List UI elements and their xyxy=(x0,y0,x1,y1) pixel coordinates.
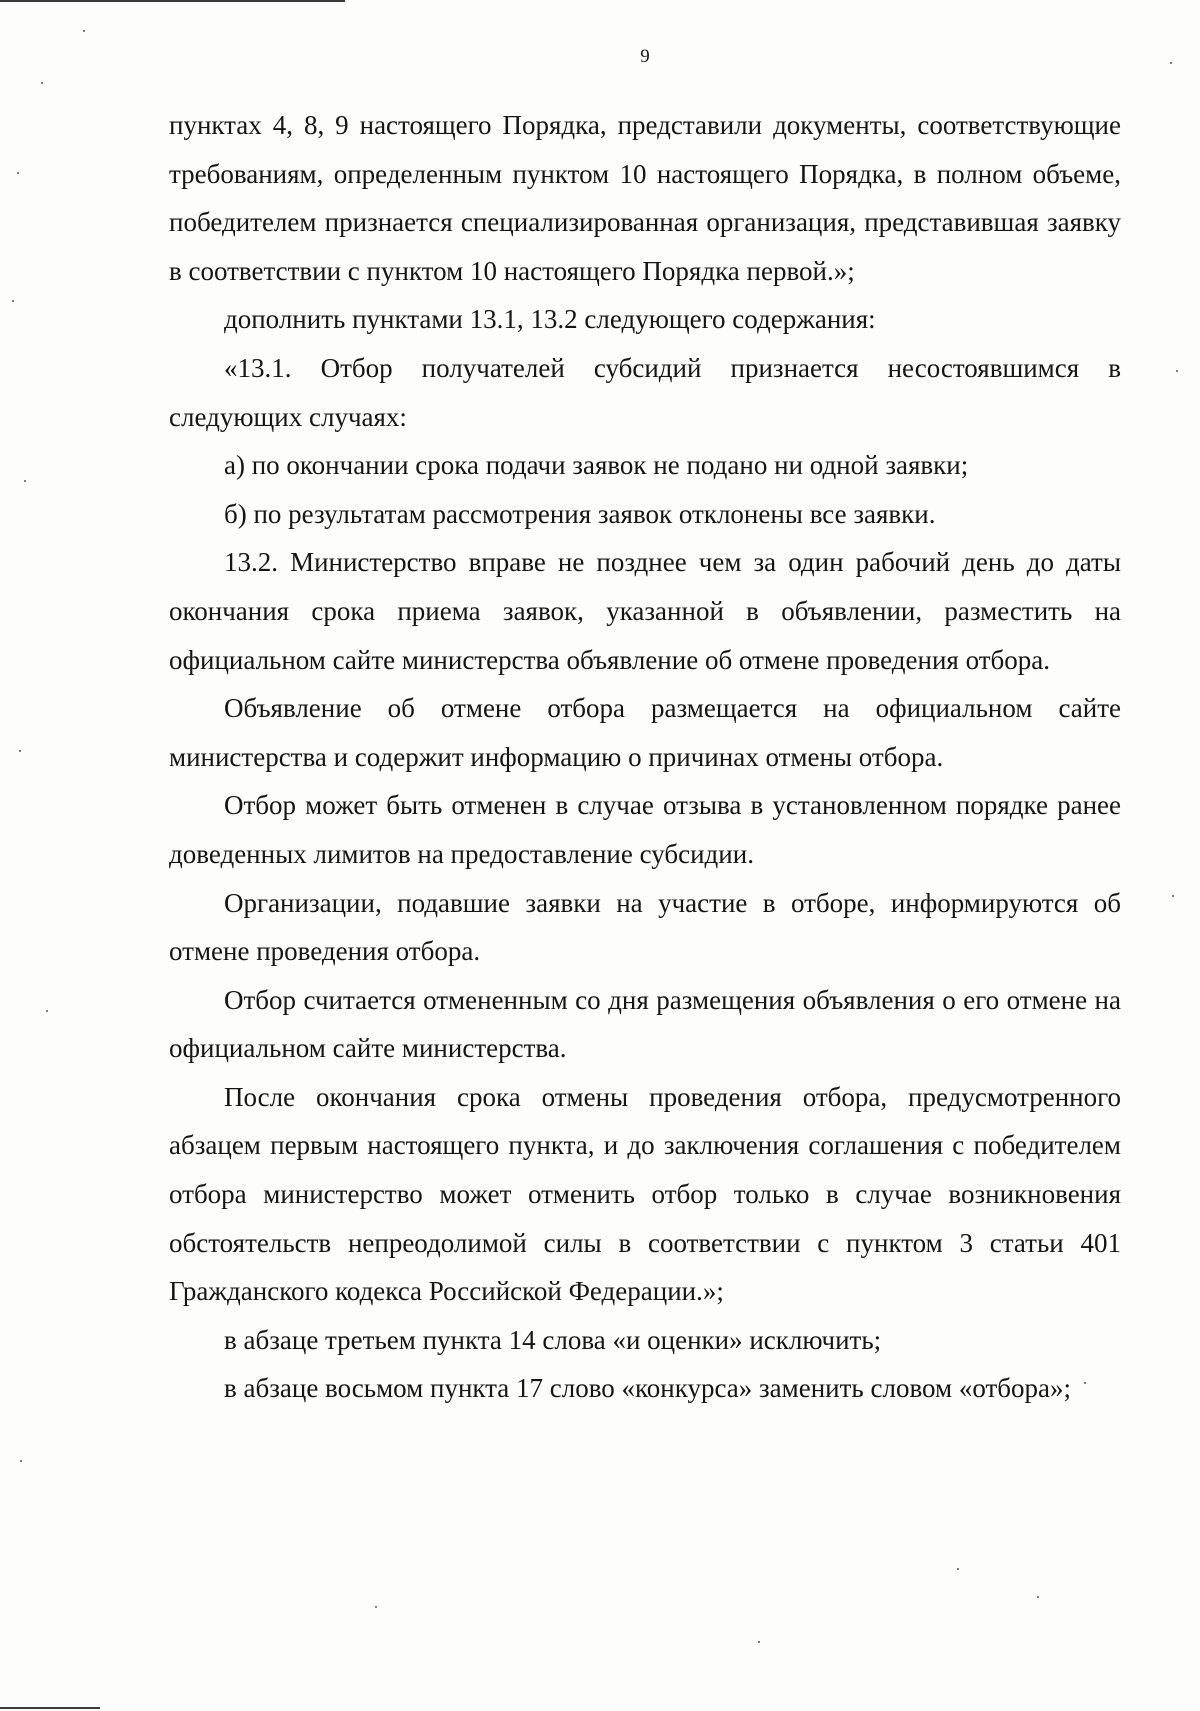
scan-speck xyxy=(957,1568,959,1570)
paragraph: Объявление об отмене отбора размещается на официальном сайте министерства и содержит информацию о причинах отмены отбора. xyxy=(169,693,1121,772)
scan-speck xyxy=(19,750,21,752)
scan-speck xyxy=(24,480,26,482)
scan-speck xyxy=(1176,370,1178,372)
paragraph: в абзаце восьмом пункта 17 слово «конкурса» заменить словом «отбора»; xyxy=(224,1373,1072,1404)
paragraph: б) по результатам рассмотрения заявок отклонены все заявки. xyxy=(224,498,936,529)
scan-speck xyxy=(83,30,85,32)
scan-speck xyxy=(17,172,19,174)
scan-edge-bottom xyxy=(0,1707,100,1709)
scan-speck xyxy=(1037,1596,1039,1598)
paragraph: 13.2. Министерство вправе не позднее чем за один рабочий день до даты окончания срока приема заявок, указанной в объявлении, разместить на официальном сайте министерства объявление об отмене проведения отбора. xyxy=(169,547,1121,675)
scan-speck xyxy=(41,82,43,84)
document-body xyxy=(169,101,1121,1413)
scan-speck xyxy=(46,1010,48,1012)
scan-speck xyxy=(1172,895,1174,897)
scan-edge-top xyxy=(0,0,345,2)
scan-speck xyxy=(20,1460,22,1462)
paragraph: а) по окончании срока подачи заявок не подано ни одной заявки; xyxy=(224,450,969,481)
paragraph: Отбор считается отмененным со дня размещения объявления о его отмене на официальном сайте министерства. xyxy=(169,984,1121,1064)
paragraph: дополнить пунктами 13.1, 13.2 следующего содержания: xyxy=(224,304,876,335)
paragraph: пунктах 4, 8, 9 настоящего Порядка, представили документы, соответствующие требованиям, определенным пунктом 10 настоящего Порядка, в полном объеме, победителем признается специализированная организация, представившая заявку в соответствии с пунктом 10 настоящего Порядка первой.»; xyxy=(169,110,1121,286)
paragraph: После окончания срока отмены проведения отбора, предусмотренного абзацем первым настоящего пункта, и до заключения соглашения с победителем отбора министерство может отменить отбор только в случае возникновения обстоятельств непреодолимой силы в соответствии с пунктом 3 статьи 401 Гражданского кодекса Российской Федерации.»; xyxy=(169,1081,1121,1307)
scan-speck xyxy=(375,1606,377,1608)
paragraph: Отбор может быть отменен в случае отзыва в установленном порядке ранее доведенных лимитов на предоставление субсидии. xyxy=(169,790,1121,869)
scan-speck xyxy=(12,300,14,302)
paragraph: Организации, подавшие заявки на участие в отборе, информируются об отмене проведения отбора. xyxy=(169,887,1121,967)
page-number: 9 xyxy=(640,46,650,67)
paragraph: «13.1. Отбор получателей субсидий признается несостоявшимся в следующих случаях: xyxy=(169,352,1121,432)
scan-speck xyxy=(758,1641,760,1643)
paragraph: в абзаце третьем пункта 14 слова «и оценки» исключить; xyxy=(224,1324,882,1355)
